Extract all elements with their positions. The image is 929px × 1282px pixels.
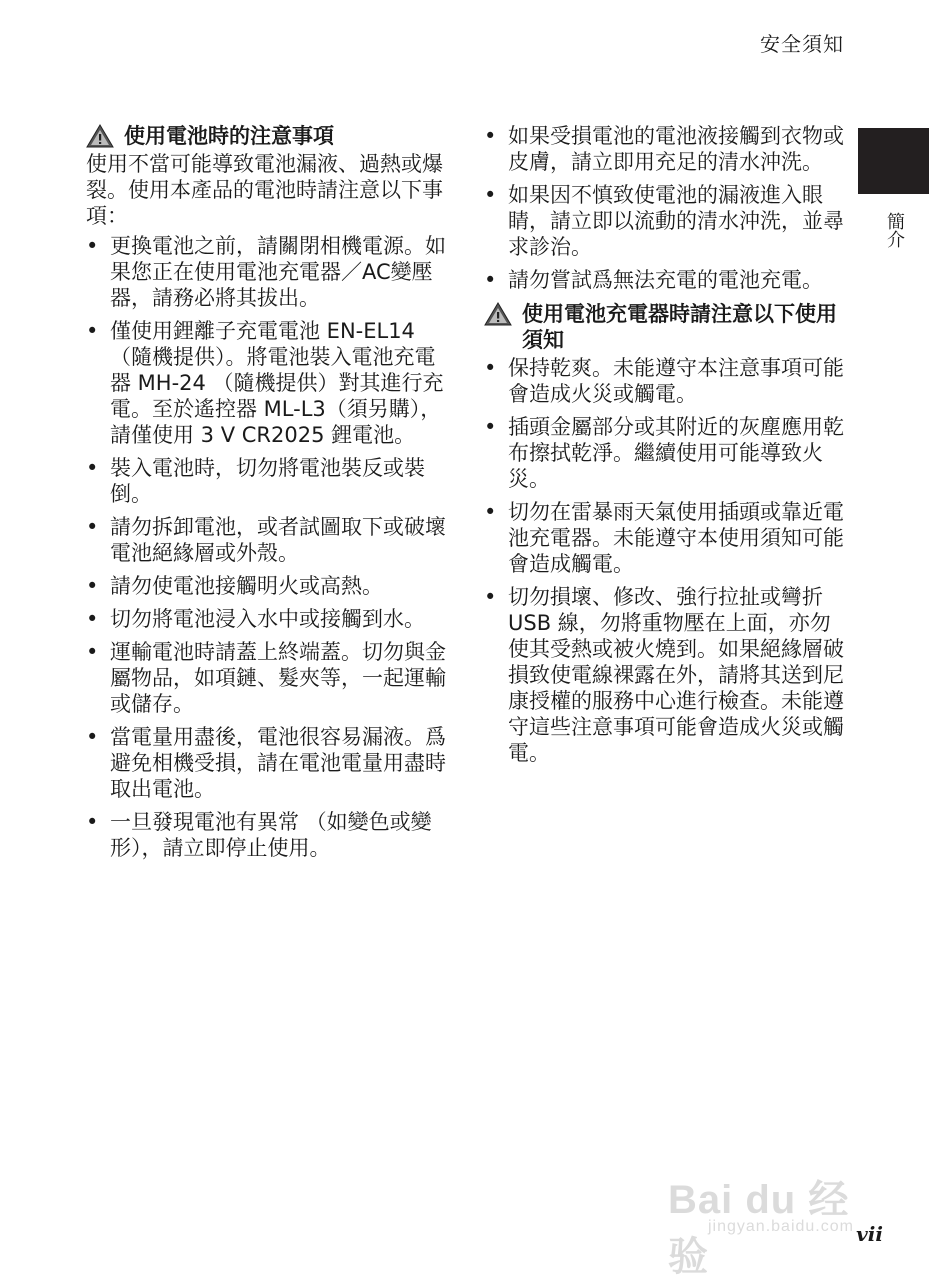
battery-caution-list [86, 233, 448, 861]
bullet: • [86, 319, 99, 343]
battery-caution-list-continued [484, 123, 846, 293]
list-item: • 插頭金屬部分或其附近的灰塵應用乾布擦拭乾淨。繼續使用可能導致火災。 [484, 415, 844, 491]
bullet: • [484, 415, 497, 439]
watermark [668, 1150, 888, 1279]
list-item: • 保持乾爽。未能遵守本注意事項可能會造成火災或觸電。 [484, 356, 844, 406]
list-item: • 請勿嘗試爲無法充電的電池充電。 [484, 268, 823, 292]
list-item: • 運輸電池時請蓋上終端蓋。切勿與金屬物品，如項鏈、髮夾等，一起運輸或儲存。 [86, 640, 446, 716]
bullet: • [484, 585, 497, 609]
charger-caution-list [484, 355, 846, 766]
page-header-title: 安全須知 [760, 32, 844, 56]
list-item: • 如果因不慎致使電池的漏液進入眼睛，請立即以流動的清水沖洗，並尋求診治。 [484, 183, 844, 259]
bullet: • [484, 124, 497, 148]
bullet: • [86, 574, 99, 598]
page-number: vii [856, 1222, 883, 1246]
intro-paragraph: 使用不當可能導致電池漏液、過熱或爆裂。使用本產品的電池時請注意以下事項： [86, 152, 443, 228]
watermark-url: jingyan.baidu.com [708, 1218, 854, 1235]
bullet: • [86, 456, 99, 480]
warning-icon [86, 124, 114, 148]
bullet: • [484, 268, 497, 292]
bullet: • [86, 810, 99, 834]
list-item: • 切勿在雷暴雨天氣使用插頭或靠近電池充電器。未能遵守本使用須知可能會造成觸電。 [484, 500, 844, 576]
bullet: • [484, 183, 497, 207]
bullet: • [86, 234, 99, 258]
bullet: • [86, 515, 99, 539]
section-tab-marker [858, 128, 929, 194]
list-item: • 如果受損電池的電池液接觸到衣物或皮膚，請立即用充足的清水沖洗。 [484, 124, 844, 174]
bullet: • [86, 607, 99, 631]
bullet: • [484, 500, 497, 524]
list-item: • 請勿拆卸電池，或者試圖取下或破壞電池絕緣層或外殼。 [86, 515, 446, 565]
watermark-brand: Bai du 经验 [668, 1178, 850, 1279]
list-item: • 裝入電池時，切勿將電池裝反或裝倒。 [86, 456, 425, 506]
bullet: • [86, 640, 99, 664]
list-item: • 當電量用盡後，電池很容易漏液。爲避免相機受損，請在電池電量用盡時取出電池。 [86, 725, 446, 801]
list-item: • 切勿將電池浸入水中或接觸到水。 [86, 607, 425, 631]
heading-text: 使用電池充電器時請注意以下使用須知 [522, 302, 837, 352]
heading-text: 使用電池時的注意事項 [124, 124, 334, 148]
warning-icon [484, 302, 512, 326]
left-column [86, 123, 448, 868]
list-item: • 更換電池之前，請關閉相機電源。如果您正在使用電池充電器／AC變壓器，請務必將其拔出。 [86, 234, 446, 310]
bullet: • [484, 356, 497, 380]
battery-caution-heading [86, 123, 448, 149]
charger-caution-heading [484, 301, 846, 353]
list-item: • 僅使用鋰離子充電電池 EN-EL14（隨機提供）。將電池裝入電池充電器 MH-24 （隨機提供）對其進行充電。至於遙控器 ML-L3（須另購），請僅使用 3 V CR2025 鋰電池。 [86, 319, 444, 447]
list-item: • 一旦發現電池有異常 （如變色或變形），請立即停止使用。 [86, 810, 432, 860]
list-item: • 請勿使電池接觸明火或高熱。 [86, 574, 383, 598]
bullet: • [86, 725, 99, 749]
list-item: • 切勿損壞、修改、強行拉扯或彎折 USB 線，勿將重物壓在上面，亦勿使其受熱或被火燒到。如果絕緣層破損致使電線裸露在外，請將其送到尼康授權的服務中心進行檢查。未能遵守這些注意事項可能會造成火災或觸電。 [484, 585, 844, 765]
section-tab-label: 簡介 [884, 212, 905, 248]
right-column [484, 123, 846, 773]
